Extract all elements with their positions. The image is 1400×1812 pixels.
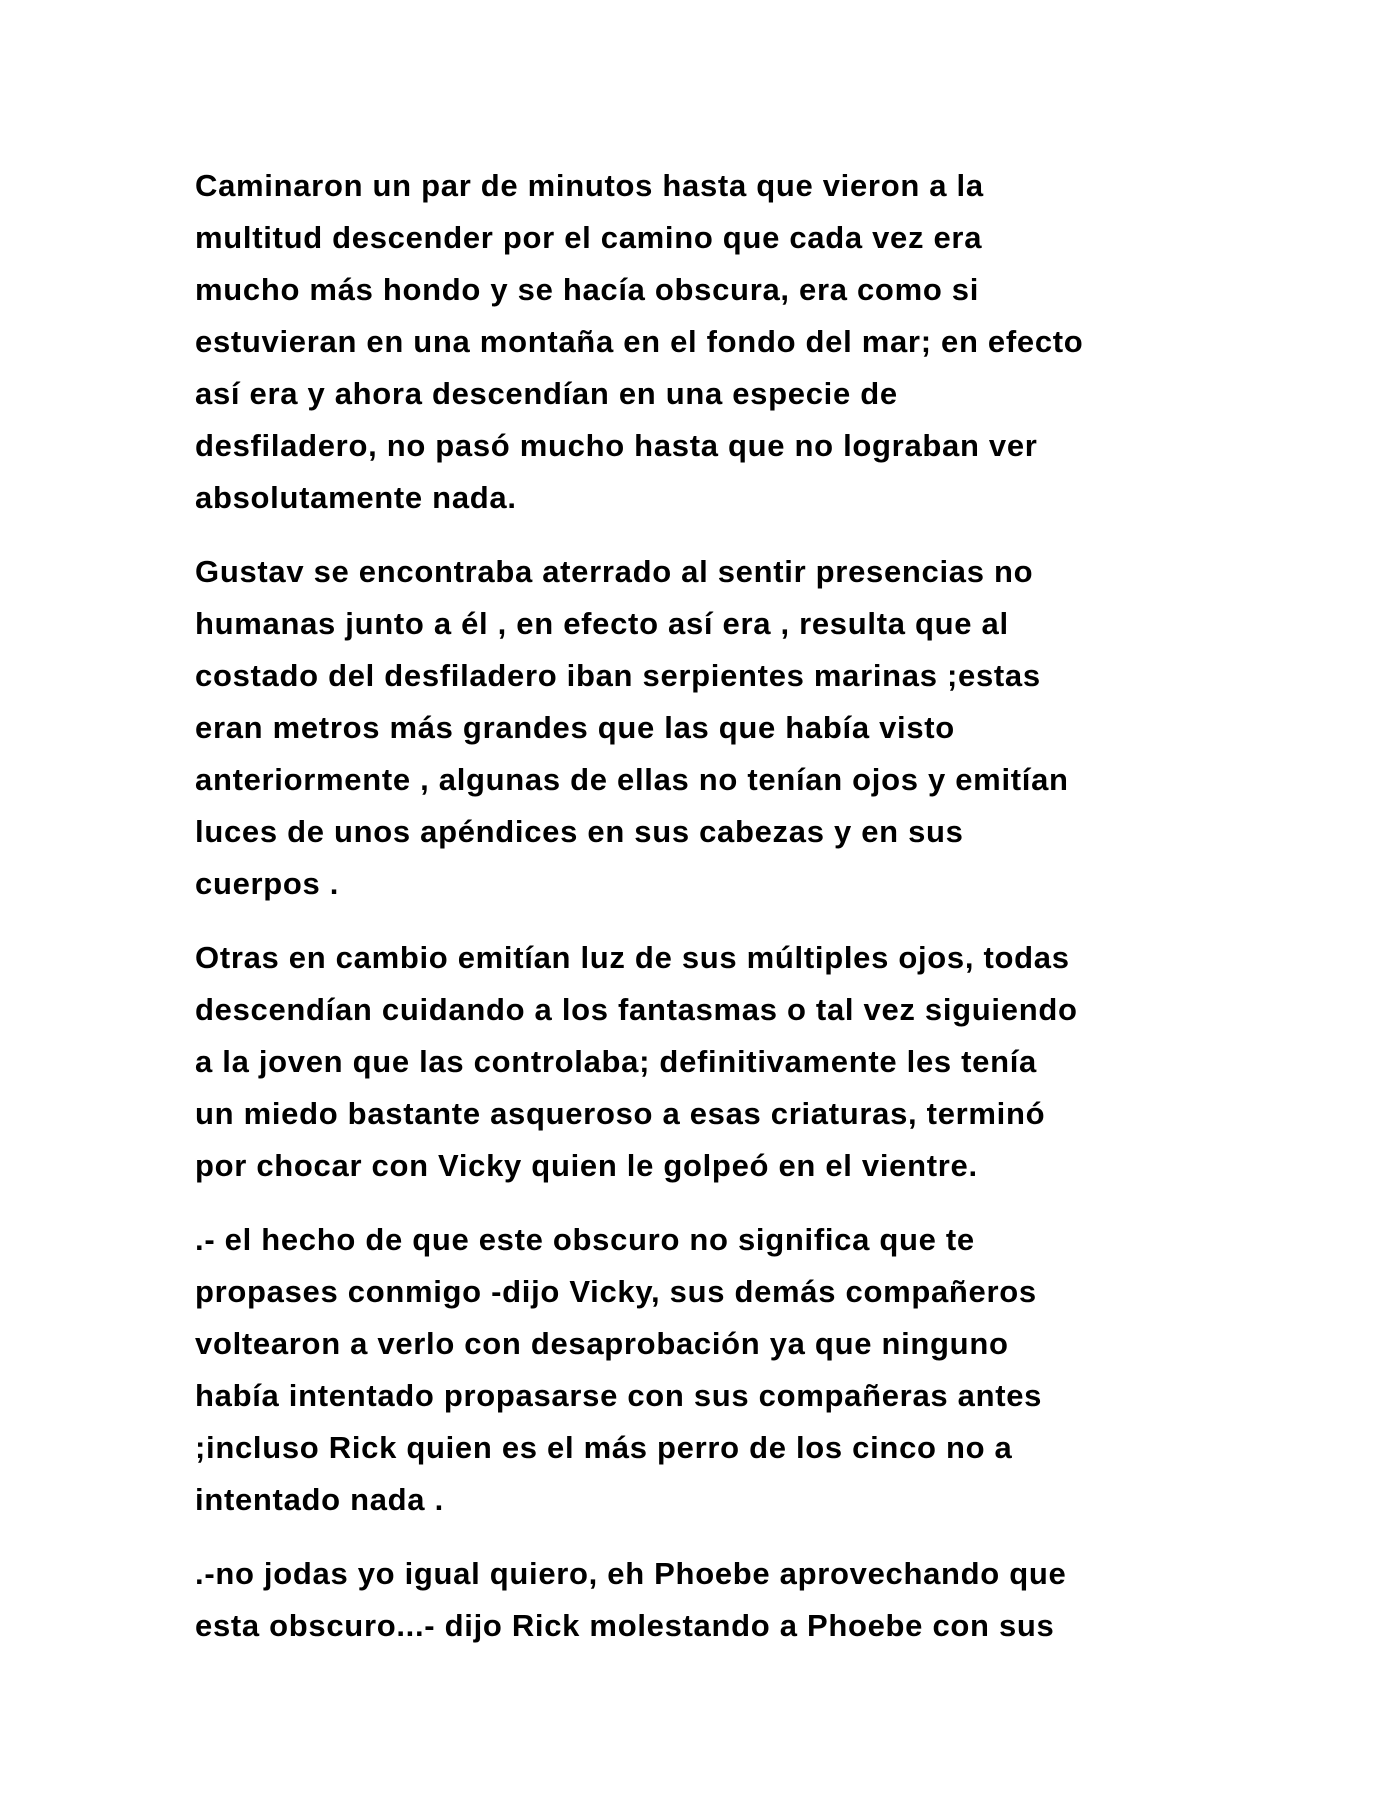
text-line: así era y ahora descendían en una especie de <box>195 376 898 411</box>
text-line: ;incluso Rick quien es el más perro de los cinco no a <box>195 1430 1013 1465</box>
text-line: .-no jodas yo igual quiero, eh Phoebe aprovechando que <box>195 1556 1067 1591</box>
paragraph-3 <box>195 932 1235 1192</box>
text-line: a la joven que las controlaba; definitivamente les tenía <box>195 1044 1037 1079</box>
text-line: multitud descender por el camino que cada vez era <box>195 220 983 255</box>
text-line: Otras en cambio emitían luz de sus múltiples ojos, todas <box>195 940 1070 975</box>
text-line: Gustav se encontraba aterrado al sentir presencias no <box>195 554 1034 589</box>
paragraph-1 <box>195 160 1235 524</box>
text-line: absolutamente nada. <box>195 480 517 515</box>
text-line: costado del desfiladero iban serpientes marinas ;estas <box>195 658 1041 693</box>
text-line: voltearon a verlo con desaprobación ya que ninguno <box>195 1326 1009 1361</box>
paragraph-4 <box>195 1214 1235 1526</box>
paragraph-5 <box>195 1548 1235 1652</box>
text-line: había intentado propasarse con sus compañeras antes <box>195 1378 1043 1413</box>
text-line: eran metros más grandes que las que había visto <box>195 710 955 745</box>
text-line: por chocar con Vicky quien le golpeó en el vientre. <box>195 1148 978 1183</box>
text-line: .- el hecho de que este obscuro no significa que te <box>195 1222 975 1257</box>
text-line: un miedo bastante asqueroso a esas criaturas, terminó <box>195 1096 1046 1131</box>
text-line: luces de unos apéndices en sus cabezas y en sus <box>195 814 964 849</box>
text-line: humanas junto a él , en efecto así era , resulta que al <box>195 606 1009 641</box>
text-line: estuvieran en una montaña en el fondo del mar; en efecto <box>195 324 1084 359</box>
text-line: descendían cuidando a los fantasmas o tal vez siguiendo <box>195 992 1078 1027</box>
text-line: mucho más hondo y se hacía obscura, era como si <box>195 272 980 307</box>
text-line: intentado nada . <box>195 1482 444 1517</box>
text-line: Caminaron un par de minutos hasta que vieron a la <box>195 168 984 203</box>
text-line: cuerpos . <box>195 866 340 901</box>
text-line: esta obscuro...- dijo Rick molestando a Phoebe con sus <box>195 1608 1055 1643</box>
text-line: desfiladero, no pasó mucho hasta que no lograban ver <box>195 428 1038 463</box>
text-line: propases conmigo -dijo Vicky, sus demás compañeros <box>195 1274 1037 1309</box>
paragraph-2 <box>195 546 1235 910</box>
body-text <box>195 160 1235 1674</box>
text-line: anteriormente , algunas de ellas no tenían ojos y emitían <box>195 762 1069 797</box>
